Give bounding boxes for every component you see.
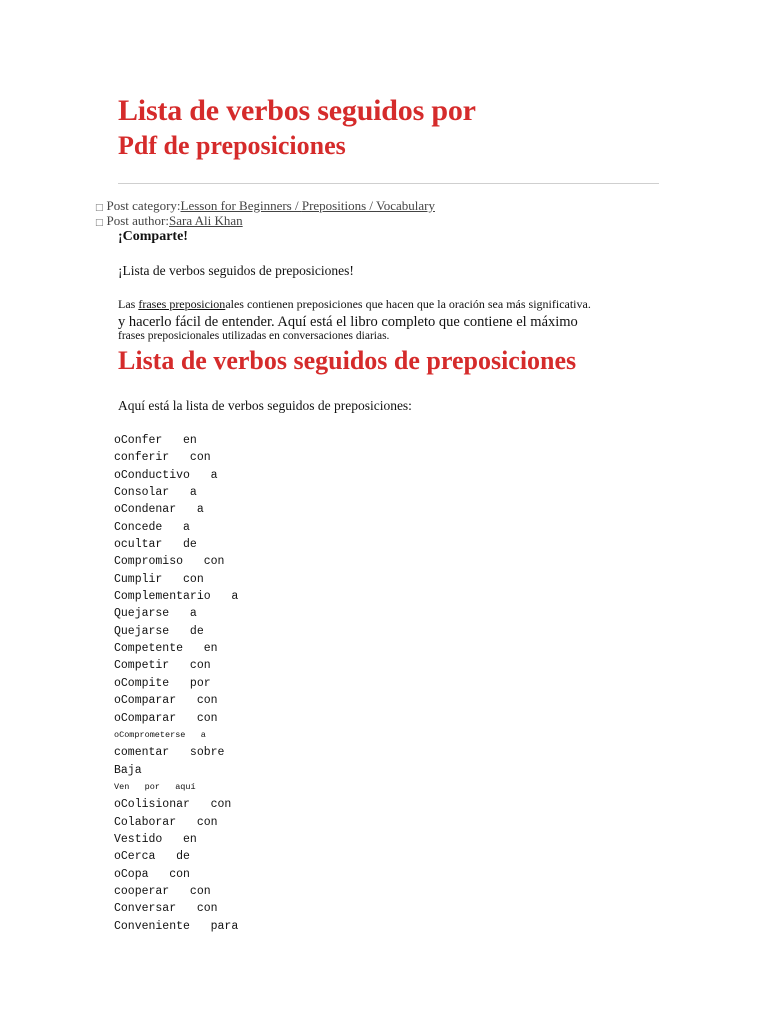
paragraph-line-1 [118,297,591,312]
list-item: oCopa con [114,867,190,881]
list-item: Competir con [114,659,211,673]
category-link-prepositions[interactable]: Prepositions / [301,198,377,213]
list-item: oComparar con [114,711,218,725]
category-link-vocabulary[interactable]: Vocabulary [376,198,435,213]
list-item: comentar sobre [114,746,225,760]
post-author-label: Post author: [106,213,169,228]
list-item: Competente en [114,642,218,656]
list-item: Vestido en [114,832,197,846]
post-category [95,198,435,214]
list-item: conferir con [114,451,211,465]
list-item: Cumplir con [114,572,204,586]
list-item: oComprometerse a [114,729,206,740]
post-author [95,213,243,229]
list-item: Conveniente para [114,919,239,933]
list-item: Consolar a [114,486,197,500]
category-link-beginners[interactable]: Lesson for Beginners / [180,198,302,213]
list-item: oComparar con [114,694,218,708]
paragraph-line-2: y hacerlo fácil de entender. Aquí está el libro completo que contiene el máximo [118,314,578,330]
list-item: oCerca de [114,850,190,864]
list-item: Quejarse de [114,624,204,638]
list-item: Ven por aquí [114,781,196,792]
post-category-label: Post category: [106,198,181,213]
intro-text: ¡Lista de verbos seguidos de preposiciones! [118,263,354,278]
author-link[interactable]: Sara Ali Khan [169,213,243,228]
list-item: Conversar con [114,902,218,916]
list-item: oConductivo a [114,468,218,482]
page-subtitle: Pdf de preposiciones [118,131,346,160]
section-heading: Lista de verbos seguidos de preposiciones [118,346,577,375]
folder-icon: □ [95,203,104,213]
paragraph-post: ales contienen preposiciones que hacen que la oración sea más significativa. [225,297,591,311]
paragraph-pre: Las [118,297,139,311]
list-item: oConfer en [114,434,197,447]
list-item: Compromiso con [114,555,225,569]
list-item: oColisionar con [114,798,232,812]
list-item: Concede a [114,520,190,534]
page-title: Lista de verbos seguidos por [118,94,476,127]
list-item: Colaborar con [114,815,218,829]
divider [118,183,659,184]
list-item: oCondenar a [114,503,204,517]
list-item: ocultar de [114,538,197,552]
list-item: Baja [114,763,142,777]
user-icon: □ [95,218,104,228]
frases-preposicionales-link[interactable]: frases preposicion [138,297,226,311]
list-item: Complementario a [114,590,239,604]
paragraph-line-3: frases preposicionales utilizadas en conversaciones diarias. [118,330,390,342]
verb-list [114,432,238,935]
list-lead: Aquí está la lista de verbos seguidos de preposiciones: [118,398,412,413]
list-item: oCompite por [114,676,211,690]
share-label: ¡Comparte! [118,229,188,244]
list-item: Quejarse a [114,607,197,621]
list-item: cooperar con [114,884,211,898]
